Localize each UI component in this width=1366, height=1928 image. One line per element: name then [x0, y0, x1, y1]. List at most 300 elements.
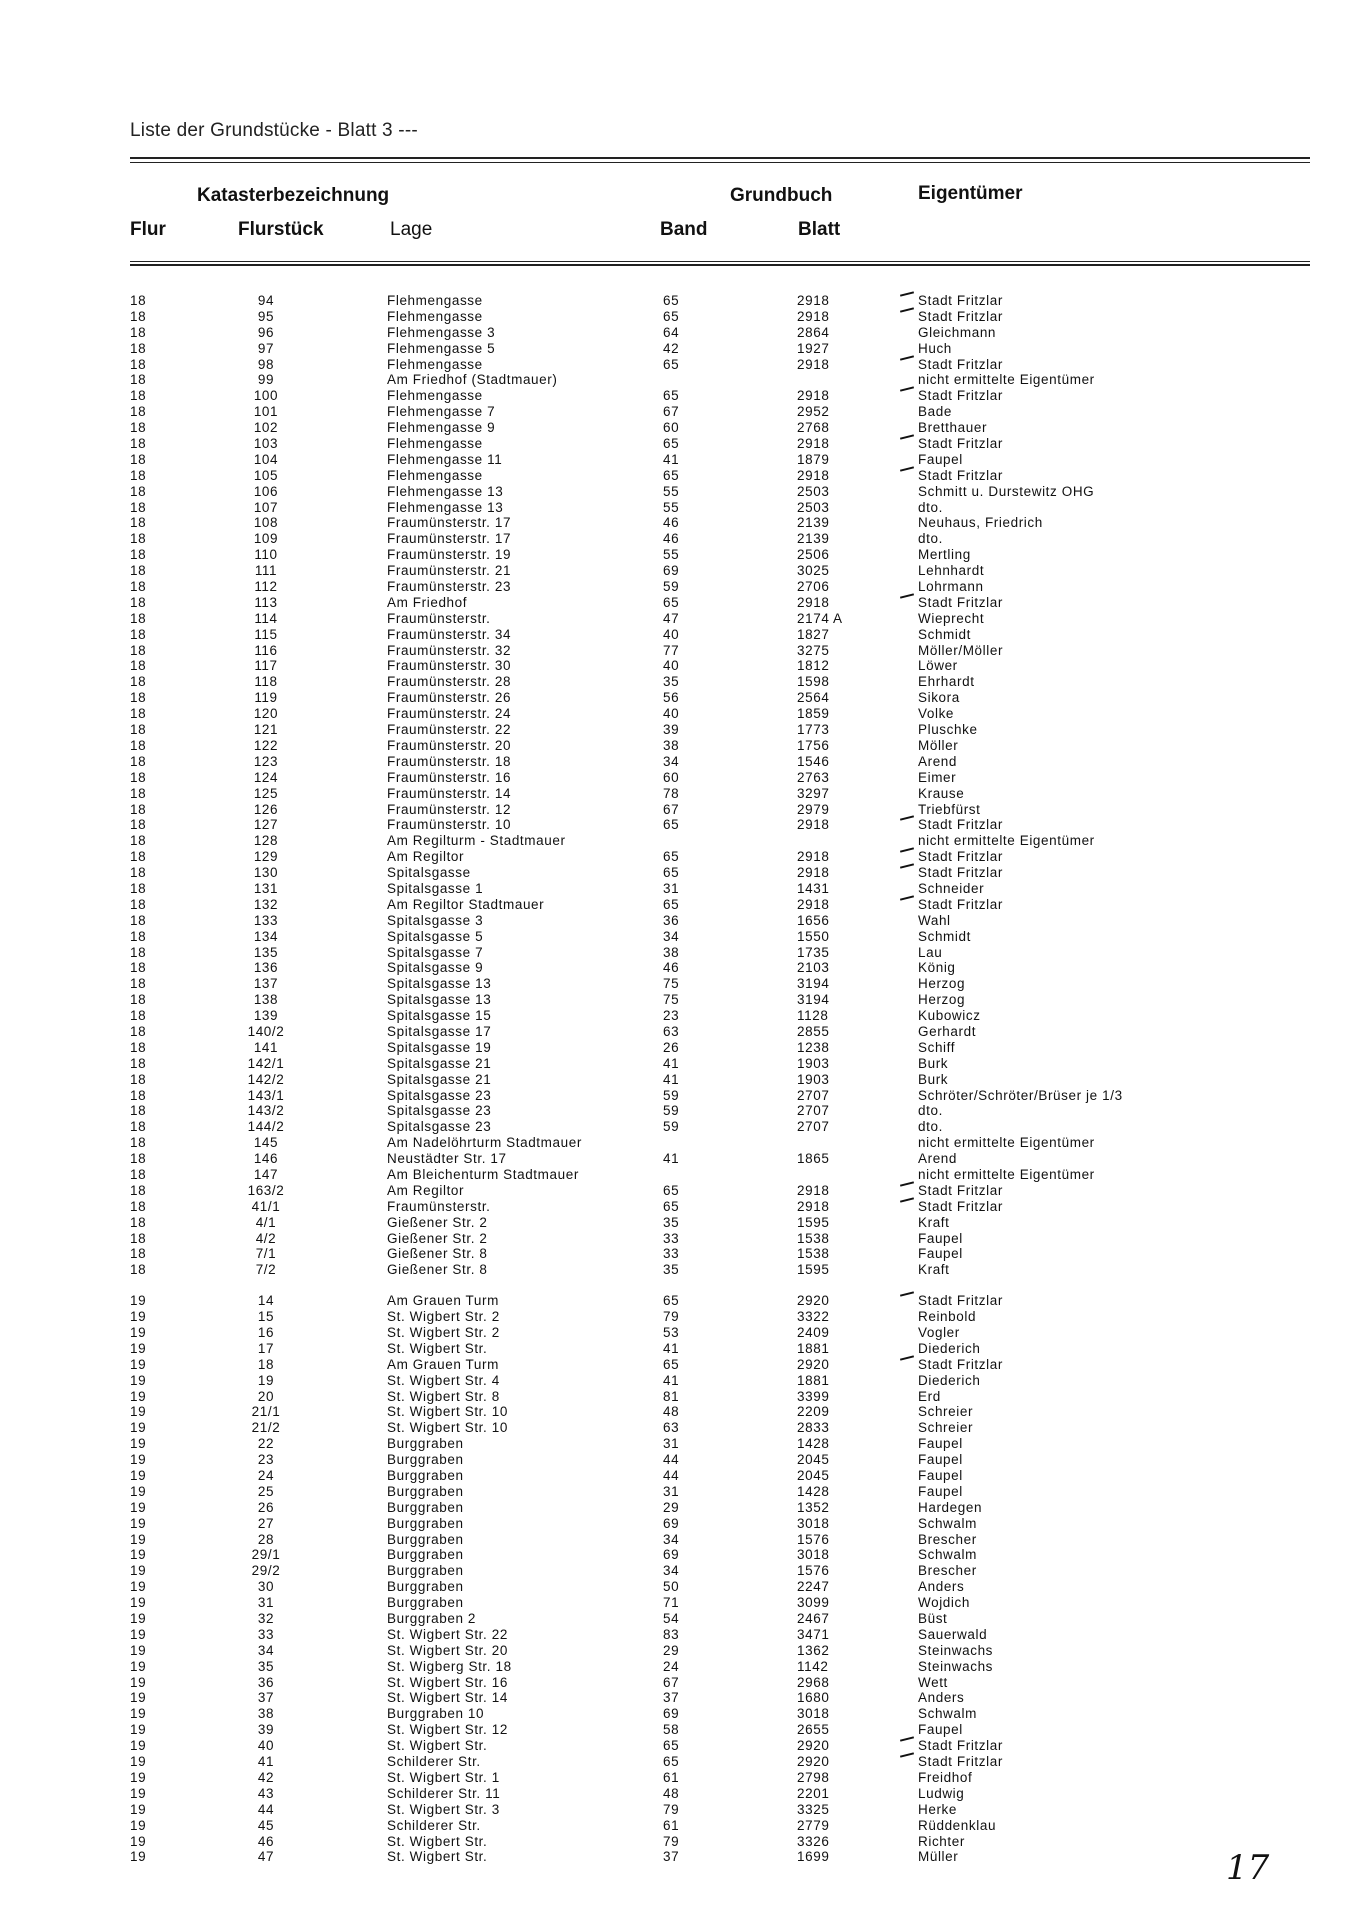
flur-cell: 18 — [130, 1055, 147, 1071]
eigentuemer-cell: Faupel — [918, 1483, 963, 1499]
eigentuemer-cell: Schröter/Schröter/Brüser je 1/3 — [918, 1087, 1123, 1103]
lage-cell: Fraumünsterstr. — [387, 610, 491, 626]
table-row — [0, 1754, 1366, 1770]
header-flur: Flur — [130, 219, 166, 240]
flur-cell: 18 — [130, 976, 147, 992]
flur-cell: 19 — [130, 1785, 147, 1801]
flurstueck-cell: 146 — [253, 1151, 279, 1167]
table-row — [0, 1389, 1366, 1405]
lage-cell: Spitalsgasse 23 — [387, 1103, 492, 1119]
flurstueck-cell: 18 — [257, 1356, 275, 1372]
eigentuemer-cell: Stadt Fritzlar — [918, 1198, 1003, 1214]
eigentuemer-cell: Krause — [918, 785, 965, 801]
eigentuemer-cell: Kraft — [918, 1262, 950, 1278]
flurstueck-cell: 113 — [254, 594, 278, 610]
eigentuemer-cell: nicht ermittelte Eigentümer — [918, 1166, 1095, 1182]
band-cell: 65 — [663, 356, 680, 372]
band-cell: 41 — [663, 1071, 680, 1087]
table-row — [0, 976, 1366, 992]
handwritten-tick-mark — [900, 1181, 914, 1186]
table-row — [0, 1008, 1366, 1024]
blatt-cell: 2506 — [797, 547, 830, 563]
band-cell: 33 — [663, 1230, 680, 1246]
flur-cell: 18 — [130, 1151, 147, 1167]
lage-cell: Spitalsgasse 5 — [387, 928, 484, 944]
flurstueck-cell: 41/1 — [251, 1198, 281, 1214]
flurstueck-cell: 135 — [253, 944, 279, 960]
lage-cell: Am Regiltor — [387, 1182, 465, 1198]
table-row — [0, 786, 1366, 802]
blatt-cell: 2918 — [797, 594, 830, 610]
lage-cell: Burggraben — [387, 1515, 464, 1531]
blatt-cell: 2918 — [797, 849, 830, 865]
lage-cell: Fraumünsterstr. 28 — [387, 674, 512, 690]
eigentuemer-cell: Wieprecht — [918, 610, 985, 626]
flurstueck-cell: 104 — [253, 451, 279, 467]
lage-cell: Flehmengasse 7 — [387, 404, 496, 420]
eigentuemer-cell: Löwer — [918, 658, 958, 674]
flurstueck-cell: 17 — [257, 1340, 275, 1356]
blatt-cell: 1699 — [797, 1849, 830, 1865]
band-cell: 37 — [663, 1690, 680, 1706]
eigentuemer-cell: Stadt Fritzlar — [918, 865, 1003, 881]
flurstueck-cell: 108 — [253, 515, 279, 531]
flur-cell: 18 — [130, 372, 147, 388]
lage-cell: Flehmengasse — [387, 388, 483, 404]
blatt-cell: 3099 — [797, 1595, 830, 1611]
flur-cell: 18 — [130, 1103, 147, 1119]
flurstueck-cell: 107 — [253, 499, 279, 515]
flurstueck-cell: 132 — [253, 896, 279, 912]
lage-cell: St. Wigbert Str. 10 — [387, 1404, 508, 1420]
eigentuemer-cell: Anders — [918, 1690, 965, 1706]
band-cell: 46 — [663, 515, 680, 531]
flur-cell: 19 — [130, 1738, 147, 1754]
flurstueck-cell: 30 — [257, 1579, 275, 1595]
flur-cell: 19 — [130, 1595, 147, 1611]
band-cell: 58 — [663, 1722, 680, 1738]
flur-cell: 18 — [130, 531, 147, 547]
band-cell: 65 — [663, 1182, 680, 1198]
table-row — [0, 1516, 1366, 1532]
table-row — [0, 1834, 1366, 1850]
band-cell: 35 — [663, 674, 680, 690]
lage-cell: Burggraben — [387, 1547, 464, 1563]
lage-cell: Fraumünsterstr. 26 — [387, 690, 512, 706]
lage-cell: Spitalsgasse 21 — [387, 1071, 492, 1087]
flurstueck-cell: 121 — [253, 722, 279, 738]
blatt-cell: 3325 — [797, 1801, 830, 1817]
eigentuemer-cell: Diederich — [918, 1340, 981, 1356]
eigentuemer-cell: Möller — [918, 737, 959, 753]
lage-cell: Am Regilturm - Stadtmauer — [387, 833, 566, 849]
flur-cell: 19 — [130, 1563, 147, 1579]
flurstueck-cell: 139 — [253, 1008, 279, 1024]
table-row — [0, 1627, 1366, 1643]
flur-cell: 18 — [130, 817, 147, 833]
lage-cell: Gießener Str. 2 — [387, 1214, 488, 1230]
flurstueck-cell: 45 — [257, 1817, 275, 1833]
flur-cell: 18 — [130, 944, 147, 960]
table-row — [0, 1309, 1366, 1325]
blatt-cell: 3018 — [797, 1706, 830, 1722]
flurstueck-cell: 4/1 — [255, 1214, 277, 1230]
flur-cell: 18 — [130, 722, 147, 738]
band-cell: 65 — [663, 467, 680, 483]
flur-cell: 19 — [130, 1817, 147, 1833]
lage-cell: Burggraben — [387, 1436, 464, 1452]
handwritten-tick-mark — [900, 355, 914, 360]
lage-cell: Neustädter Str. 17 — [387, 1151, 507, 1167]
flur-cell: 19 — [130, 1515, 147, 1531]
lage-cell: Flehmengasse — [387, 293, 483, 308]
lage-cell: Am Bleichenturm Stadtmauer — [387, 1166, 579, 1182]
blatt-cell: 1827 — [797, 626, 830, 642]
flur-cell: 18 — [130, 1039, 147, 1055]
lage-cell: Fraumünsterstr. 17 — [387, 531, 512, 547]
table-row — [0, 563, 1366, 579]
table-row — [0, 802, 1366, 818]
flur-cell: 18 — [130, 594, 147, 610]
eigentuemer-cell: Burk — [918, 1071, 949, 1087]
blatt-cell: 1362 — [797, 1642, 830, 1658]
table-row — [0, 1595, 1366, 1611]
eigentuemer-cell: Kraft — [918, 1214, 950, 1230]
lage-cell: Am Grauen Turm — [387, 1293, 499, 1309]
table-row — [0, 309, 1366, 325]
blatt-cell: 2045 — [797, 1468, 830, 1484]
band-cell: 79 — [663, 1309, 680, 1325]
eigentuemer-cell: Wahl — [918, 912, 951, 928]
lage-cell: Gießener Str. 8 — [387, 1262, 488, 1278]
table-row — [0, 1532, 1366, 1548]
lage-cell: Fraumünsterstr. 17 — [387, 515, 512, 531]
eigentuemer-cell: Mertling — [918, 547, 971, 563]
band-cell: 75 — [663, 976, 680, 992]
flur-cell: 19 — [130, 1436, 147, 1452]
table-row — [0, 643, 1366, 659]
lage-cell: Spitalsgasse 19 — [387, 1039, 492, 1055]
flurstueck-cell: 94 — [257, 293, 275, 308]
flur-cell: 19 — [130, 1833, 147, 1849]
handwritten-tick-mark — [900, 1355, 914, 1360]
band-cell: 65 — [663, 1754, 680, 1770]
eigentuemer-cell: Anders — [918, 1579, 965, 1595]
flurstueck-cell: 117 — [254, 658, 278, 674]
eigentuemer-cell: nicht ermittelte Eigentümer — [918, 372, 1095, 388]
lage-cell: Spitalsgasse 7 — [387, 944, 484, 960]
band-cell: 31 — [663, 1436, 680, 1452]
flurstueck-cell: 32 — [257, 1611, 275, 1627]
eigentuemer-cell: Stadt Fritzlar — [918, 1738, 1003, 1754]
table-row — [0, 1199, 1366, 1215]
eigentuemer-cell: Schwalm — [918, 1706, 977, 1722]
header-grundbuch: Grundbuch — [730, 185, 833, 206]
blatt-cell: 1546 — [797, 753, 830, 769]
lage-cell: St. Wigbert Str. — [387, 1833, 488, 1849]
flurstueck-cell: 21/2 — [251, 1420, 281, 1436]
flurstueck-cell: 127 — [253, 817, 279, 833]
eigentuemer-cell: Lehnhardt — [918, 563, 985, 579]
flurstueck-cell: 36 — [257, 1674, 275, 1690]
blatt-cell: 1735 — [797, 944, 830, 960]
lage-cell: Fraumünsterstr. 21 — [387, 563, 512, 579]
handwritten-tick-mark — [900, 387, 914, 392]
flur-cell: 19 — [130, 1388, 147, 1404]
lage-cell: Burggraben — [387, 1563, 464, 1579]
flur-cell: 18 — [130, 753, 147, 769]
blatt-cell: 3471 — [797, 1626, 830, 1642]
band-cell: 50 — [663, 1579, 680, 1595]
blatt-cell: 2855 — [797, 1023, 830, 1039]
flur-cell: 18 — [130, 293, 147, 308]
band-cell: 64 — [663, 324, 680, 340]
eigentuemer-cell: Diederich — [918, 1372, 981, 1388]
handwritten-tick-mark — [900, 1736, 914, 1741]
band-cell: 65 — [663, 293, 680, 308]
blatt-cell: 2103 — [797, 960, 830, 976]
handwritten-tick-mark — [900, 895, 914, 900]
band-cell: 75 — [663, 992, 680, 1008]
lage-cell: Fraumünsterstr. 16 — [387, 769, 512, 785]
table-row — [0, 388, 1366, 404]
flurstueck-cell: 7/1 — [255, 1246, 277, 1262]
band-cell: 44 — [663, 1468, 680, 1484]
eigentuemer-cell: Schreier — [918, 1404, 974, 1420]
flur-cell: 18 — [130, 626, 147, 642]
flur-cell: 18 — [130, 436, 147, 452]
band-cell: 59 — [663, 579, 680, 595]
table-row — [0, 468, 1366, 484]
band-cell: 69 — [663, 1706, 680, 1722]
blatt-cell: 2045 — [797, 1452, 830, 1468]
flur-cell: 18 — [130, 896, 147, 912]
flur-cell: 19 — [130, 1452, 147, 1468]
band-cell: 61 — [663, 1769, 680, 1785]
lage-cell: Spitalsgasse 3 — [387, 912, 484, 928]
table-row — [0, 1262, 1366, 1278]
flur-cell: 19 — [130, 1722, 147, 1738]
blatt-cell: 1428 — [797, 1436, 830, 1452]
flurstueck-cell: 20 — [257, 1388, 275, 1404]
lage-cell: Am Regiltor — [387, 849, 465, 865]
eigentuemer-cell: Steinwachs — [918, 1658, 994, 1674]
blatt-cell: 1879 — [797, 451, 830, 467]
band-cell: 41 — [663, 1055, 680, 1071]
table-row — [0, 817, 1366, 833]
handwritten-tick-mark — [900, 1197, 914, 1202]
flur-cell: 19 — [130, 1325, 147, 1340]
flur-cell: 18 — [130, 547, 147, 563]
flurstueck-cell: 27 — [257, 1515, 275, 1531]
eigentuemer-cell: Schmidt — [918, 928, 971, 944]
lage-cell: Fraumünsterstr. — [387, 1198, 491, 1214]
table-row — [0, 325, 1366, 341]
blatt-cell: 2918 — [797, 1182, 830, 1198]
blatt-cell: 2174 A — [797, 610, 843, 626]
eigentuemer-cell: Herke — [918, 1801, 958, 1817]
flur-cell: 18 — [130, 849, 147, 865]
eigentuemer-cell: Stadt Fritzlar — [918, 817, 1003, 833]
flurstueck-cell: 138 — [253, 992, 279, 1008]
flurstueck-cell: 142/1 — [247, 1055, 285, 1071]
lage-cell: Spitalsgasse 21 — [387, 1055, 492, 1071]
flur-cell: 18 — [130, 308, 147, 324]
eigentuemer-cell: Erd — [918, 1388, 941, 1404]
flurstueck-cell: 37 — [257, 1690, 275, 1706]
flur-cell: 18 — [130, 451, 147, 467]
band-cell: 61 — [663, 1817, 680, 1833]
eigentuemer-cell: Ludwig — [918, 1785, 965, 1801]
eigentuemer-cell: Arend — [918, 1151, 958, 1167]
flur-cell: 18 — [130, 706, 147, 722]
table-row — [0, 1024, 1366, 1040]
flur-cell: 18 — [130, 880, 147, 896]
eigentuemer-cell: Stadt Fritzlar — [918, 356, 1003, 372]
flur-cell: 18 — [130, 992, 147, 1008]
flur-cell: 19 — [130, 1611, 147, 1627]
eigentuemer-cell: nicht ermittelte Eigentümer — [918, 1135, 1095, 1151]
eigentuemer-cell: Sikora — [918, 690, 960, 706]
flur-cell: 18 — [130, 1182, 147, 1198]
eigentuemer-cell: Brescher — [918, 1563, 977, 1579]
blatt-cell: 1128 — [797, 1008, 829, 1024]
table-row — [0, 547, 1366, 563]
header-eigentuemer: Eigentümer — [918, 183, 1023, 204]
blatt-cell: 2707 — [797, 1119, 830, 1135]
table-row — [0, 1770, 1366, 1786]
blatt-cell: 3194 — [797, 976, 830, 992]
blatt-cell: 1538 — [797, 1230, 830, 1246]
flur-cell: 18 — [130, 833, 147, 849]
flur-cell: 18 — [130, 1230, 147, 1246]
blatt-cell: 2920 — [797, 1738, 830, 1754]
page-title: Liste der Grundstücke - Blatt 3 --- — [130, 120, 418, 141]
header-lage: Lage — [390, 219, 433, 240]
table-row — [0, 1215, 1366, 1231]
band-cell: 37 — [663, 1849, 680, 1865]
blatt-cell: 2706 — [797, 579, 830, 595]
flur-cell: 18 — [130, 499, 147, 515]
flurstueck-cell: 100 — [253, 388, 279, 404]
table-row — [0, 1706, 1366, 1722]
lage-cell: Fraumünsterstr. 30 — [387, 658, 512, 674]
band-cell: 56 — [663, 690, 680, 706]
blatt-cell: 3322 — [797, 1309, 830, 1325]
flurstueck-cell: 99 — [257, 372, 275, 388]
eigentuemer-cell: Wojdich — [918, 1595, 970, 1611]
blatt-cell: 2763 — [797, 769, 830, 785]
flurstueck-cell: 134 — [253, 928, 279, 944]
table-row — [0, 1341, 1366, 1357]
handwritten-tick-mark — [900, 434, 914, 439]
eigentuemer-cell: Faupel — [918, 1722, 963, 1738]
band-cell: 42 — [663, 340, 680, 356]
table-row — [0, 1722, 1366, 1738]
eigentuemer-cell: Büst — [918, 1611, 948, 1627]
flurstueck-cell: 106 — [253, 483, 279, 499]
flur-cell: 18 — [130, 801, 147, 817]
flurstueck-cell: 29/1 — [251, 1547, 281, 1563]
flur-cell: 18 — [130, 324, 147, 340]
lage-cell: Schilderer Str. 11 — [387, 1785, 501, 1801]
flur-cell: 19 — [130, 1404, 147, 1420]
band-cell: 65 — [663, 1738, 680, 1754]
band-cell: 41 — [663, 1340, 680, 1356]
lage-cell: Spitalsgasse 15 — [387, 1008, 492, 1024]
lage-cell: Flehmengasse — [387, 308, 483, 324]
table-row — [0, 754, 1366, 770]
handwritten-tick-mark — [900, 816, 914, 821]
band-cell: 71 — [663, 1595, 680, 1611]
table-row — [0, 595, 1366, 611]
band-cell: 40 — [663, 706, 680, 722]
flur-cell: 19 — [130, 1547, 147, 1563]
table-row — [0, 1436, 1366, 1452]
eigentuemer-cell: Schwalm — [918, 1515, 977, 1531]
lage-cell: Fraumünsterstr. 10 — [387, 817, 512, 833]
eigentuemer-cell: dto. — [918, 1119, 943, 1135]
lage-cell: Schilderer Str. — [387, 1754, 481, 1770]
table-row — [0, 484, 1366, 500]
band-cell: 54 — [663, 1611, 680, 1627]
band-cell: 36 — [663, 912, 680, 928]
eigentuemer-cell: Stadt Fritzlar — [918, 293, 1003, 308]
band-cell: 65 — [663, 817, 680, 833]
eigentuemer-cell: Bretthauer — [918, 420, 988, 436]
lage-cell: Spitalsgasse 17 — [387, 1023, 492, 1039]
table-row — [0, 913, 1366, 929]
eigentuemer-cell: Neuhaus, Friedrich — [918, 515, 1043, 531]
eigentuemer-cell: Richter — [918, 1833, 965, 1849]
blatt-cell: 1352 — [797, 1499, 830, 1515]
flur-cell: 18 — [130, 769, 147, 785]
eigentuemer-cell: Ehrhardt — [918, 674, 975, 690]
flurstueck-cell: 44 — [257, 1801, 275, 1817]
band-cell: 34 — [663, 1531, 680, 1547]
blatt-cell: 1538 — [797, 1246, 830, 1262]
table-rule — [130, 264, 1310, 266]
lage-cell: Gießener Str. 2 — [387, 1230, 488, 1246]
lage-cell: Fraumünsterstr. 23 — [387, 579, 512, 595]
blatt-cell: 2920 — [797, 1293, 830, 1309]
flur-cell: 18 — [130, 1023, 147, 1039]
flur-cell: 19 — [130, 1340, 147, 1356]
table-row — [0, 420, 1366, 436]
table-row — [0, 1675, 1366, 1691]
flur-cell: 18 — [130, 785, 147, 801]
flurstueck-cell: 15 — [257, 1309, 275, 1325]
blatt-cell: 2833 — [797, 1420, 830, 1436]
band-cell: 63 — [663, 1023, 680, 1039]
eigentuemer-cell: Stadt Fritzlar — [918, 896, 1003, 912]
band-cell: 79 — [663, 1833, 680, 1849]
band-cell: 67 — [663, 404, 680, 420]
flurstueck-cell: 47 — [257, 1849, 275, 1865]
band-cell: 55 — [663, 483, 680, 499]
flurstueck-cell: 7/2 — [255, 1262, 277, 1278]
table-row — [0, 500, 1366, 516]
lage-cell: Burggraben — [387, 1452, 464, 1468]
eigentuemer-cell: Schreier — [918, 1420, 974, 1436]
eigentuemer-cell: Stadt Fritzlar — [918, 308, 1003, 324]
flurstueck-cell: 42 — [257, 1769, 275, 1785]
band-cell: 59 — [663, 1119, 680, 1135]
flur-cell: 19 — [130, 1468, 147, 1484]
flurstueck-cell: 123 — [253, 753, 279, 769]
blatt-cell: 2918 — [797, 436, 830, 452]
table-row — [0, 1167, 1366, 1183]
